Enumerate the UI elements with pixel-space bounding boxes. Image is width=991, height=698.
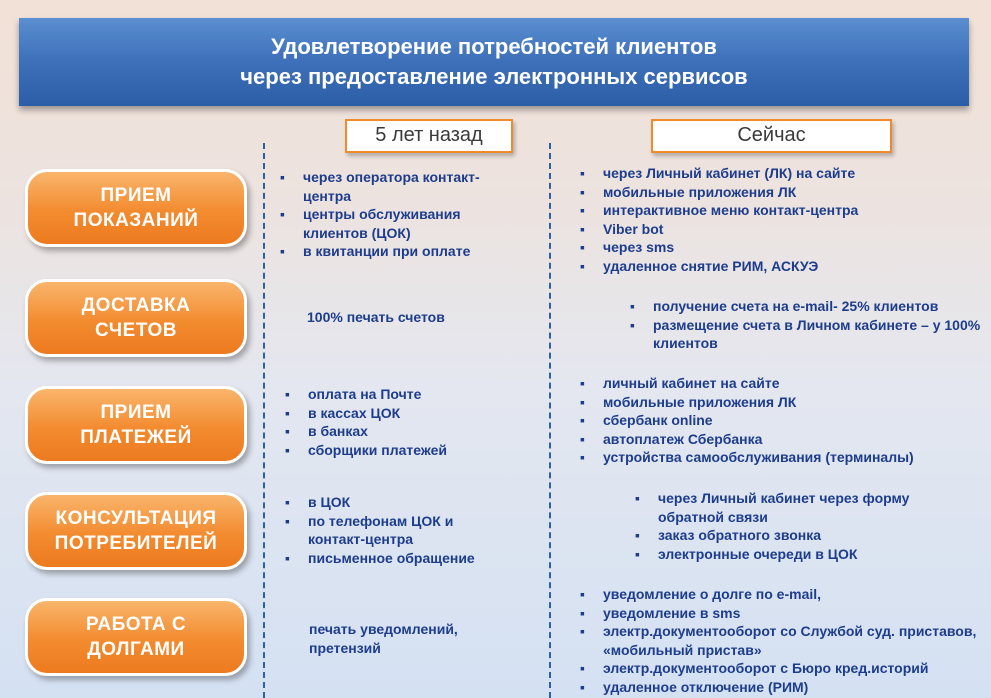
- title-line-1: Удовлетворение потребностей клиентов: [271, 34, 717, 59]
- list-item: ▪ размещение счета в Личном кабинете – у 100% клиентов: [628, 316, 983, 353]
- list-item: ▪ электронные очереди в ЦОК: [633, 545, 963, 564]
- list-item: ▪ сбербанк online: [578, 411, 978, 430]
- list-item: ▪ в банках: [283, 422, 523, 441]
- list-item: ▪ электр.документооборот с Бюро кред.историй: [578, 659, 983, 678]
- list-item: ▪ Viber bot: [578, 220, 958, 239]
- category-label: ПОКАЗАНИЙ: [73, 210, 199, 231]
- list-item: ▪ уведомление в sms: [578, 604, 983, 623]
- past-list-payments: [283, 385, 523, 459]
- now-list-bills: [628, 297, 983, 353]
- list-item: ▪ удаленное снятие РИМ, АСКУЭ: [578, 257, 958, 276]
- list-item: ▪ получение счета на e-mail- 25% клиентов: [628, 297, 983, 316]
- list-item: ▪ письменное обращение: [283, 549, 508, 568]
- category-payments: [25, 386, 247, 464]
- category-label: КОНСУЛЬТАЦИЯ: [55, 508, 217, 529]
- list-item: ▪ через sms: [578, 238, 958, 257]
- category-readings: [25, 169, 247, 247]
- category-label: ДОСТАВКА: [81, 295, 191, 316]
- list-item: ▪ через оператора контакт-центра: [278, 168, 508, 205]
- column-header-now: Сейчас: [651, 119, 892, 153]
- past-list-readings: [278, 168, 508, 261]
- now-list-readings: [578, 164, 958, 275]
- list-item: ▪ оплата на Почте: [283, 385, 523, 404]
- past-text-debts: печать уведомлений, претензий: [309, 621, 458, 656]
- list-item: ▪ электр.документооборот со Службой суд. приставов, «мобильный пристав»: [578, 622, 983, 659]
- category-label: РАБОТА С: [85, 614, 187, 635]
- category-label: ПРИЕМ: [100, 402, 172, 423]
- category-label: СЧЕТОВ: [95, 320, 177, 341]
- category-label: ДОЛГАМИ: [87, 639, 185, 660]
- list-item: ▪ через Личный кабинет через форму обратной связи: [633, 489, 963, 526]
- category-label: ПРИЕМ: [100, 185, 172, 206]
- list-item: ▪ интерактивное меню контакт-центра: [578, 201, 958, 220]
- list-item: ▪ удаленное отключение (РИМ): [578, 678, 983, 697]
- column-header-past: 5 лет назад: [345, 119, 513, 153]
- category-debts: [25, 598, 247, 676]
- past-list-consulting: [283, 493, 508, 567]
- title-banner: [19, 18, 969, 106]
- list-item: ▪ в квитанции при оплате: [278, 242, 508, 261]
- list-item: ▪ в ЦОК: [283, 493, 508, 512]
- now-list-consulting: [633, 489, 963, 563]
- divider-right: [549, 143, 551, 698]
- now-list-payments: [578, 374, 978, 467]
- list-item: ▪ мобильные приложения ЛК: [578, 393, 978, 412]
- list-item: ▪ центры обслуживания клиентов (ЦОК): [278, 205, 508, 242]
- divider-left: [263, 143, 265, 698]
- list-item: ▪ через Личный кабинет (ЛК) на сайте: [578, 164, 958, 183]
- list-item: ▪ устройства самообслуживания (терминалы): [578, 448, 978, 467]
- list-item: ▪ мобильные приложения ЛК: [578, 183, 958, 202]
- category-bills: [25, 279, 247, 357]
- list-item: ▪ автоплатеж Сбербанка: [578, 430, 978, 449]
- list-item: ▪ сборщики платежей: [283, 441, 523, 460]
- list-item: ▪ личный кабинет на сайте: [578, 374, 978, 393]
- category-consulting: [25, 492, 247, 570]
- title-line-2: через предоставление электронных сервисов: [240, 64, 748, 89]
- past-text-bills: 100% печать счетов: [307, 309, 445, 325]
- category-label: ПЛАТЕЖЕЙ: [80, 427, 192, 448]
- list-item: ▪ по телефонам ЦОК и контакт-центра: [283, 512, 508, 549]
- category-label: ПОТРЕБИТЕЛЕЙ: [54, 533, 218, 554]
- list-item: ▪ заказ обратного звонка: [633, 526, 963, 545]
- list-item: ▪ в кассах ЦОК: [283, 404, 523, 423]
- now-list-debts: [578, 585, 983, 696]
- list-item: ▪ уведомление о долге по e-mail,: [578, 585, 983, 604]
